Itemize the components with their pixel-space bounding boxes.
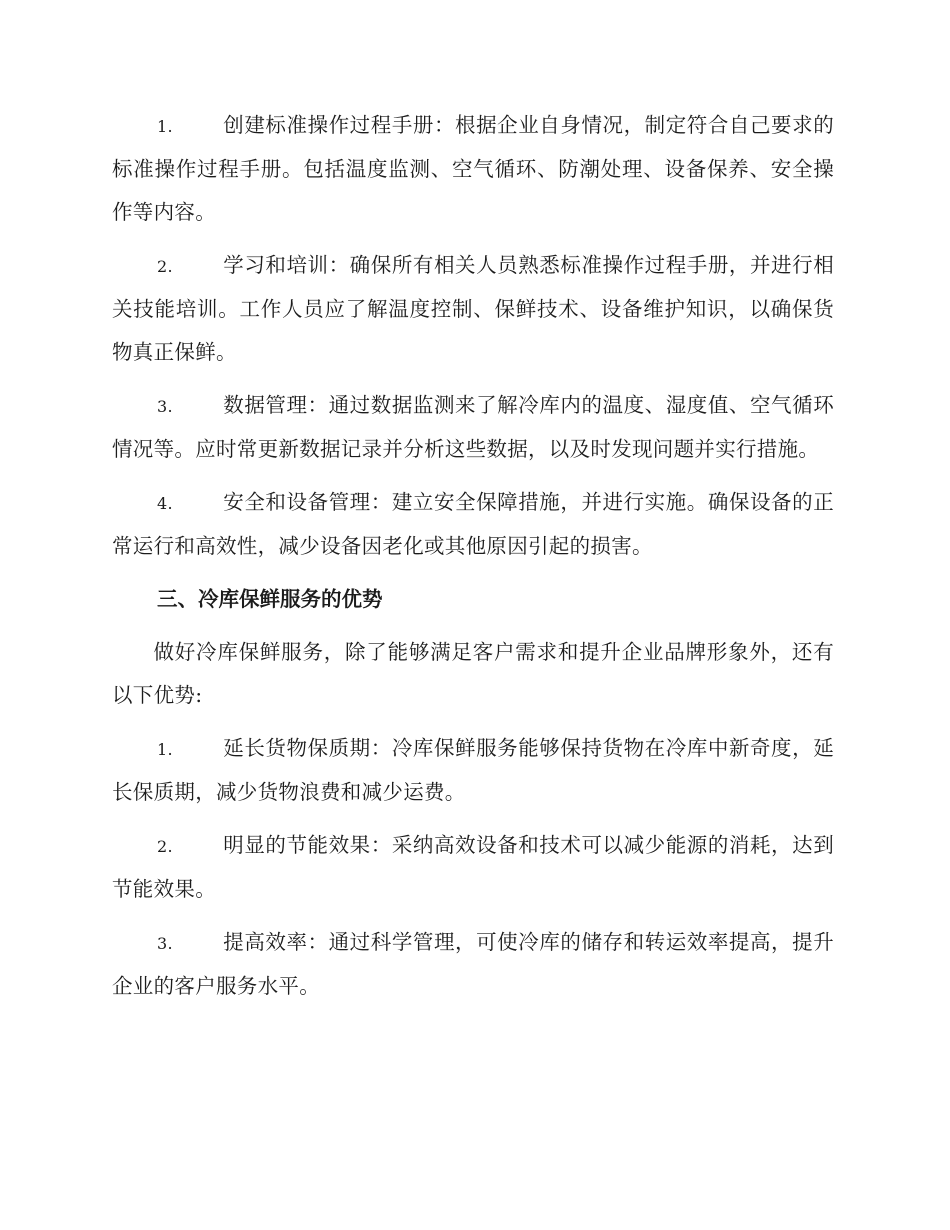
- list-item-2-2: [112, 244, 834, 374]
- section-three-heading: 三、冷库保鲜服务的优势: [157, 587, 383, 611]
- list-item-text: 创建标准操作过程手册：根据企业自身情况，制定符合自己要求的标准操作过程手册。包括温度监测、空气循环、防潮处理、设备保养、安全操作等内容。: [112, 113, 834, 224]
- list-number: 3.: [157, 934, 173, 953]
- list-number: 2.: [157, 837, 173, 856]
- list-item-text: 安全和设备管理：建立安全保障措施，并进行实施。确保设备的正常运行和高效性，减少设备因老化或其他原因引起的损害。: [112, 490, 834, 558]
- list-item-text: 学习和培训：确保所有相关人员熟悉标准操作过程手册，并进行相关技能培训。工作人员应了解温度控制、保鲜技术、设备维护知识，以确保货物真正保鲜。: [112, 253, 834, 364]
- list-item-2-3: [112, 384, 834, 471]
- document-page: [112, 104, 834, 1018]
- list-item-3-3: [112, 921, 834, 1008]
- list-number: 1.: [157, 117, 173, 136]
- list-item-text: 提高效率：通过科学管理，可使冷库的储存和转运效率提高，提升企业的客户服务水平。: [112, 930, 834, 998]
- list-number: 4.: [157, 494, 173, 513]
- list-item-3-2: [112, 824, 834, 911]
- list-number: 3.: [157, 397, 173, 416]
- list-item-text: 明显的节能效果：采纳高效设备和技术可以减少能源的消耗，达到节能效果。: [112, 833, 834, 901]
- section-three-intro: [112, 631, 834, 717]
- list-item-3-1: [112, 727, 834, 814]
- intro-text: 做好冷库保鲜服务，除了能够满足客户需求和提升企业品牌形象外，还有以下优势:: [112, 640, 834, 707]
- list-item-2-4: [112, 481, 834, 568]
- list-item-text: 延长货物保质期：冷库保鲜服务能够保持货物在冷库中新奇度，延长保质期，减少货物浪费和减少运费。: [112, 736, 834, 804]
- list-item-2-1: [112, 104, 834, 234]
- list-item-text: 数据管理：通过数据监测来了解冷库内的温度、湿度值、空气循环情况等。应时常更新数据记录并分析这些数据，以及时发现问题并实行措施。: [112, 393, 834, 461]
- list-number: 2.: [157, 257, 173, 276]
- list-number: 1.: [157, 740, 173, 759]
